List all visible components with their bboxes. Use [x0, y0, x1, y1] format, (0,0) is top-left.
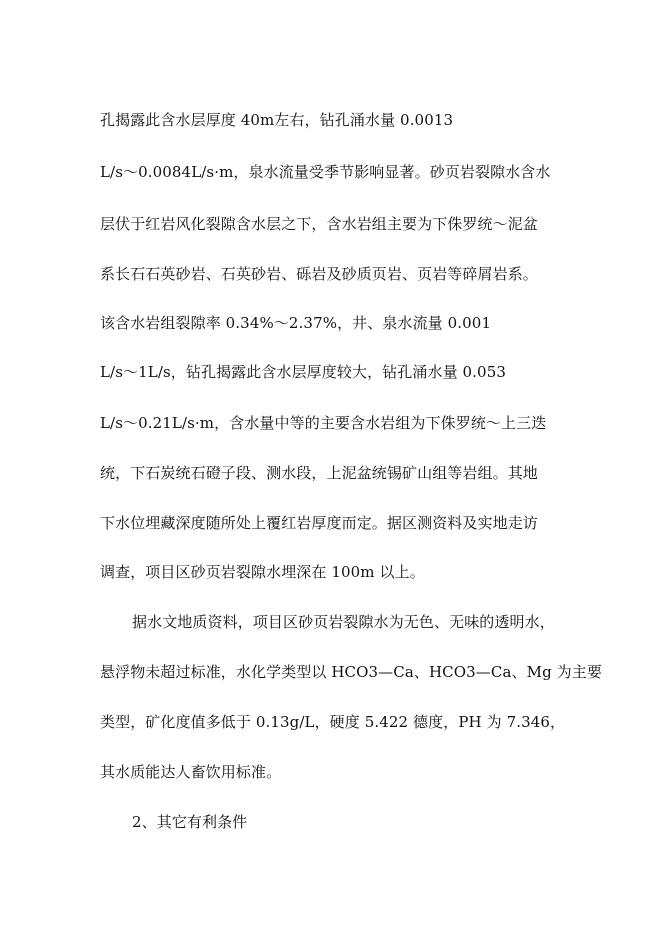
paragraph-line: 孔揭露此含水层厚度 40m左右，钻孔涌水量 0.0013	[100, 111, 454, 129]
paragraph-line: 系长石石英砂岩、石英砂岩、砾岩及砂质页岩、页岩等碎屑岩系。	[100, 265, 538, 283]
paragraph-line: 该含水岩组裂隙率 0.34%～2.37%，井、泉水流量 0.001	[100, 314, 492, 332]
paragraph-line: 悬浮物未超过标准，水化学类型以 HCO3—Ca、HCO3—Ca、Mg 为主要	[100, 663, 602, 681]
paragraph-line: 类型，矿化度值多低于 0.13g/L，硬度 5.422 德度，PH 为 7.346，	[100, 713, 566, 731]
paragraph-line: 调查，项目区砂页岩裂隙水埋深在 100m 以上。	[100, 563, 425, 581]
paragraph-line: 层伏于红岩风化裂隙含水层之下，含水岩组主要为下侏罗统～泥盆	[100, 215, 538, 233]
paragraph-line: 其水质能达人畜饮用标准。	[100, 763, 282, 781]
paragraph-line: L/s～0.0084L/s·m，泉水流量受季节影响显著。砂页岩裂隙水含水	[100, 163, 551, 181]
paragraph-line: 统，下石炭统石磴子段、测水段，上泥盆统锡矿山组等岩组。其地	[100, 464, 538, 482]
paragraph-line: L/s～0.21L/s·m，含水量中等的主要含水岩组为下侏罗统～上三迭	[100, 414, 547, 432]
section-heading: 2、其它有利条件	[132, 813, 248, 831]
paragraph-line: 下水位埋藏深度随所处上覆红岩厚度而定。据区测资料及实地走访	[100, 514, 538, 532]
paragraph-line: 据水文地质资料，项目区砂页岩裂隙水为无色、无味的透明水，	[132, 613, 555, 631]
paragraph-line: L/s～1L/s，钻孔揭露此含水层厚度较大，钻孔涌水量 0.053	[100, 363, 506, 381]
